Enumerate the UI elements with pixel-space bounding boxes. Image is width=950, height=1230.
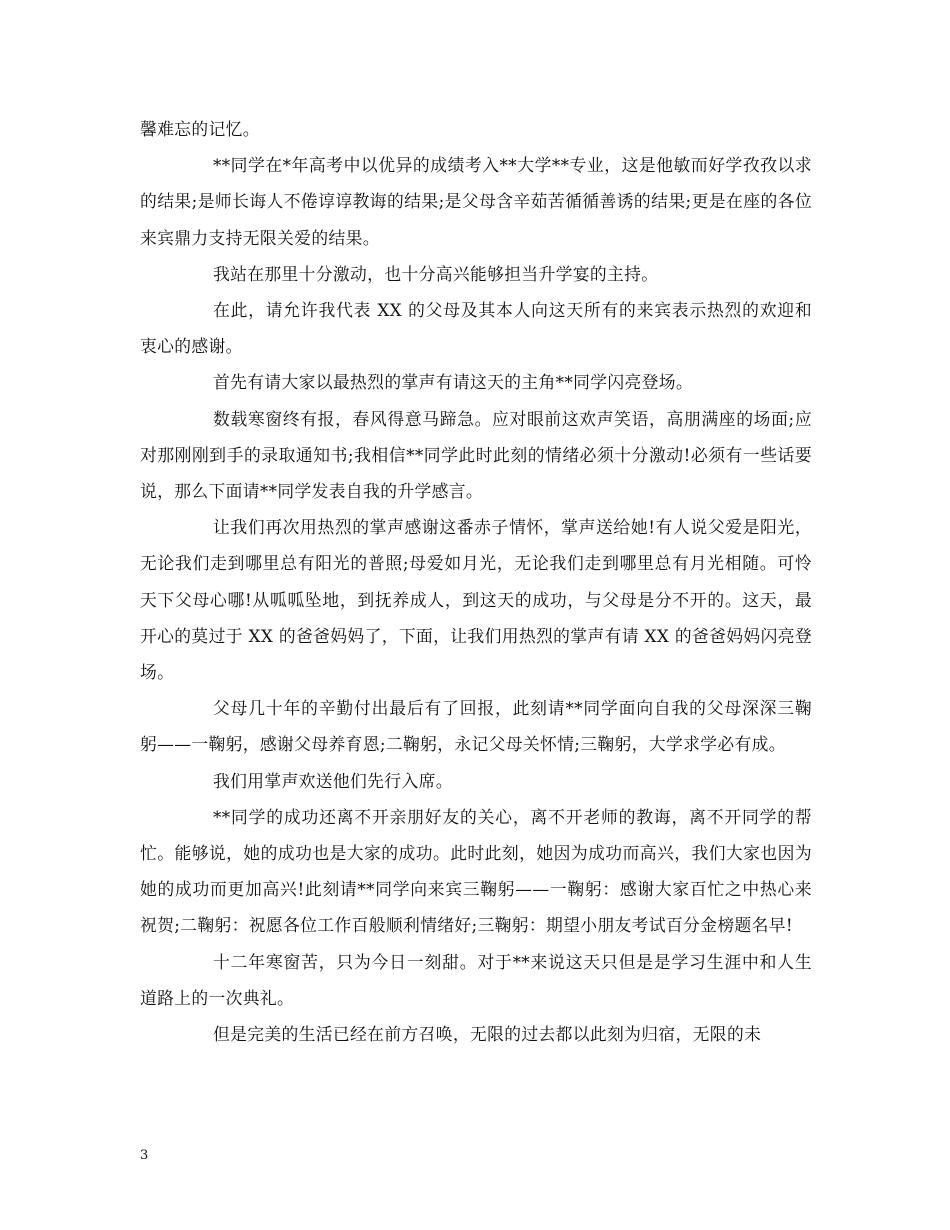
paragraph: 但是完美的生活已经在前方召唤，无限的过去都以此刻为归宿，无限的未: [213, 1024, 762, 1045]
paragraph: 馨难忘的记忆。: [140, 119, 260, 139]
paragraph: 我们用掌声欢送他们先行入席。: [213, 770, 453, 791]
paragraph: **同学的成功还离不开亲朋好友的关心，离不开老师的教诲，离不开同学的帮忙。能够说，她的成功也是大家的成功。此时此刻，她因为成功而高兴，我们大家也因为她的成功而更加高兴!此刻请**同学向来宾三鞠躬——一鞠躬：感谢大家百忙之中热心来祝贺;二鞠躬：祝愿各位工作百般顺利情绪好;三鞠躬：期望小朋友考试百分金榜题名早!: [140, 806, 812, 936]
paragraph: 我站在那里十分激动，也十分高兴能够担当升学宴的主持。: [213, 263, 659, 284]
page-number: 3: [140, 1148, 149, 1163]
document-body: [140, 111, 812, 1052]
paragraph: 十二年寒窗苦，只为今日一刻甜。对于**来说这天只但是是学习生涯中和人生道路上的一次典礼。: [140, 951, 812, 1008]
paragraph: 数载寒窗终有报，春风得意马蹄急。应对眼前这欢声笑语，高朋满座的场面;应对那刚刚到手的录取通知书;我相信**同学此时此刻的情绪必须十分激动!必须有一些话要说，那么下面请**同学发表自我的升学感言。: [140, 408, 812, 502]
paragraph: 让我们再次用热烈的掌声感谢这番赤子情怀，掌声送给她!有人说父爱是阳光，无论我们走到哪里总有阳光的普照;母爱如月光，无论我们走到哪里总有月光相随。可怜天下父母心哪!从呱呱坠地，到抚养成人，到这天的成功，与父母是分不开的。这天，最开心的莫过于 XX 的爸爸妈妈了，下面，让我们用热烈的掌声有请 XX 的爸爸妈妈闪亮登场。: [140, 517, 812, 683]
paragraph: 首先有请大家以最热烈的掌声有请这天的主角**同学闪亮登场。: [213, 372, 694, 393]
paragraph: 在此，请允许我代表 XX 的父母及其本人向这天所有的来宾表示热烈的欢迎和衷心的感谢。: [140, 300, 812, 357]
paragraph: 父母几十年的辛勤付出最后有了回报，此刻请**同学面向自我的父母深深三鞠躬——一鞠躬，感谢父母养育恩;二鞠躬，永记父母关怀情;三鞠躬，大学求学必有成。: [140, 698, 812, 755]
paragraph: **同学在*年高考中以优异的成绩考入**大学**专业，这是他敏而好学孜孜以求的结果;是师长诲人不倦谆谆教诲的结果;是父母含辛茹苦循循善诱的结果;更是在座的各位来宾鼎力支持无限关爱的结果。: [140, 155, 812, 248]
